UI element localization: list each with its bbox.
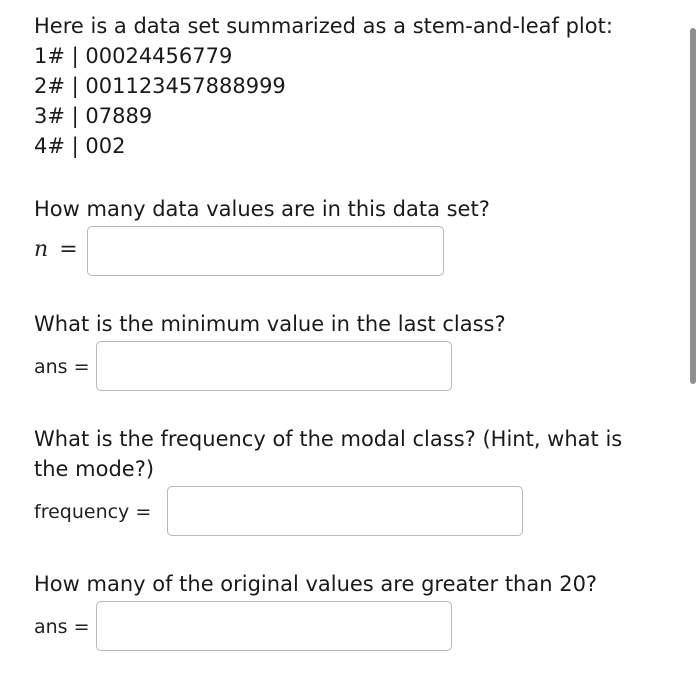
stem-leaf-row: 2# | 001123457888999 (34, 74, 286, 98)
question-4-label: ans = (34, 616, 90, 638)
greater-than-20-input[interactable] (96, 601, 452, 651)
intro-text: Here is a data set summarized as a stem-and-leaf plot: (34, 14, 613, 38)
n-answer-input[interactable] (87, 226, 444, 276)
equals-sign: = (59, 237, 78, 262)
frequency-input[interactable] (167, 486, 523, 536)
minimum-last-class-input[interactable] (96, 341, 452, 391)
question-2-prompt: What is the minimum value in the last class? (34, 312, 506, 336)
vertical-scrollbar[interactable] (690, 28, 696, 384)
stem-leaf-row: 3# | 07889 (34, 104, 153, 128)
question-3-label: frequency = (34, 501, 152, 523)
question-3-prompt-line-2: the mode?) (34, 457, 155, 481)
question-1-prompt: How many data values are in this data set? (34, 197, 490, 221)
stem-leaf-row: 4# | 002 (34, 134, 126, 158)
question-1-label (34, 237, 78, 263)
question-3-prompt-line-1: What is the frequency of the modal class? (Hint, what is (34, 427, 623, 451)
question-4-prompt: How many of the original values are greater than 20? (34, 572, 598, 596)
question-2-label: ans = (34, 356, 90, 378)
n-variable: n (34, 237, 49, 262)
stem-leaf-row: 1# | 00024456779 (34, 44, 233, 68)
